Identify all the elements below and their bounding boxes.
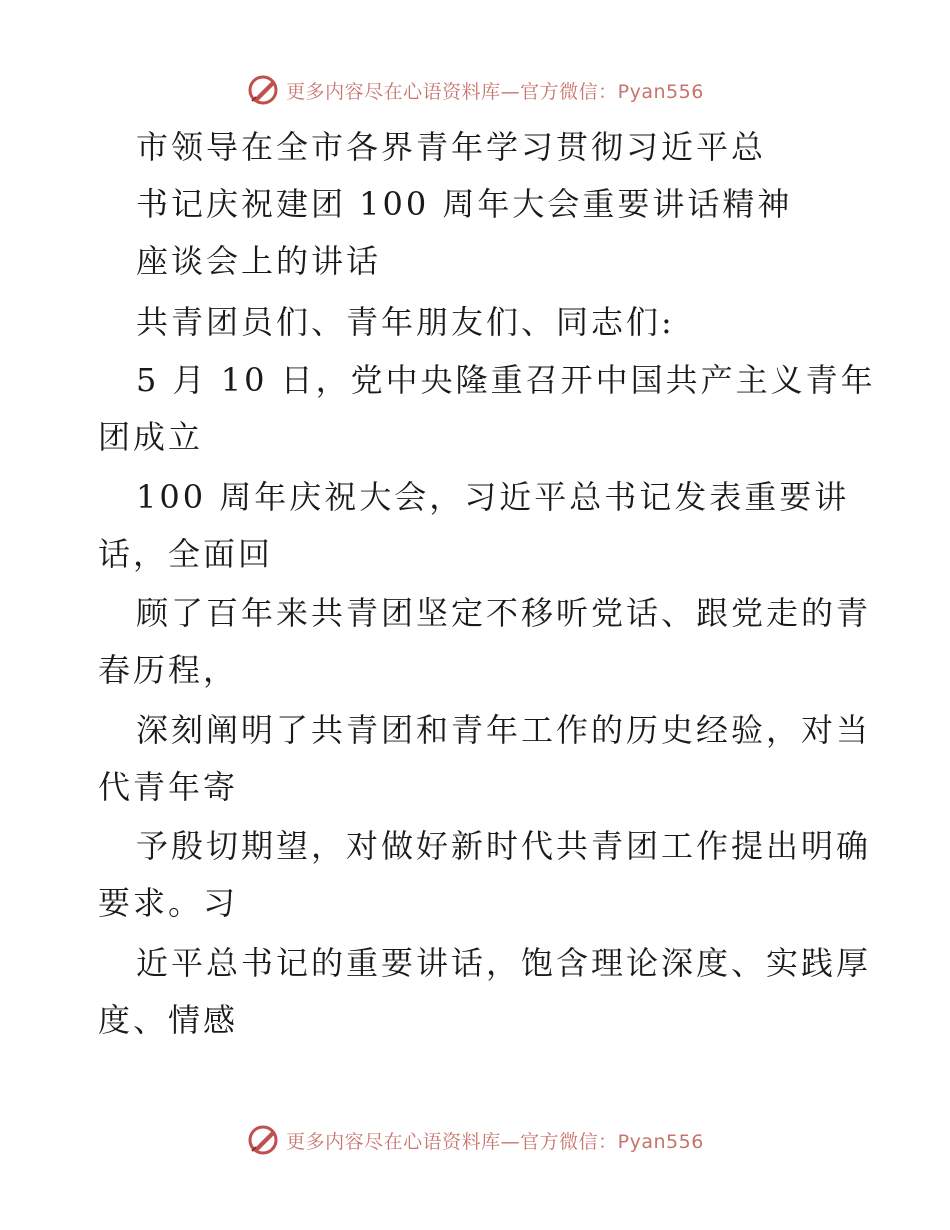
title-line-3: 座谈会上的讲话 xyxy=(136,242,382,280)
footer-watermark xyxy=(0,1120,950,1160)
paragraph-line: 5 月 10 日，党中央隆重召开中国共产主义青年 xyxy=(136,361,876,399)
paragraph-line: 顾了百年来共青团坚定不移听党话、跟党走的青 xyxy=(136,594,872,632)
paragraph-line: 话，全面回 xyxy=(98,535,274,573)
salutation-line: 共青团员们、青年朋友们、同志们: xyxy=(136,303,675,341)
watermark-text: 更多内容尽在心语资料库—官方微信：Pyan556 xyxy=(286,80,704,103)
quill-pen-logo-icon xyxy=(246,73,280,107)
title-line-1: 市领导在全市各界青年学习贯彻习近平总 xyxy=(136,128,767,166)
paragraph-line: 100 周年庆祝大会，习近平总书记发表重要讲 xyxy=(136,478,850,516)
paragraph-line: 团成立 xyxy=(98,418,204,456)
quill-pen-logo-icon xyxy=(246,1123,280,1157)
watermark-text: 更多内容尽在心语资料库—官方微信：Pyan556 xyxy=(286,1130,704,1153)
paragraph-line: 予殷切期望，对做好新时代共青团工作提出明确 xyxy=(136,827,872,865)
paragraph-line: 代青年寄 xyxy=(98,768,239,806)
paragraph-line: 要求。习 xyxy=(98,884,239,922)
header-watermark xyxy=(0,70,950,110)
paragraph-line: 度、情感 xyxy=(98,1001,239,1039)
paragraph-line: 春历程， xyxy=(98,651,239,689)
paragraph-line: 近平总书记的重要讲话，饱含理论深度、实践厚 xyxy=(136,944,872,982)
paragraph-line: 深刻阐明了共青团和青年工作的历史经验，对当 xyxy=(136,711,872,749)
title-line-2: 书记庆祝建团 100 周年大会重要讲话精神 xyxy=(136,185,793,223)
